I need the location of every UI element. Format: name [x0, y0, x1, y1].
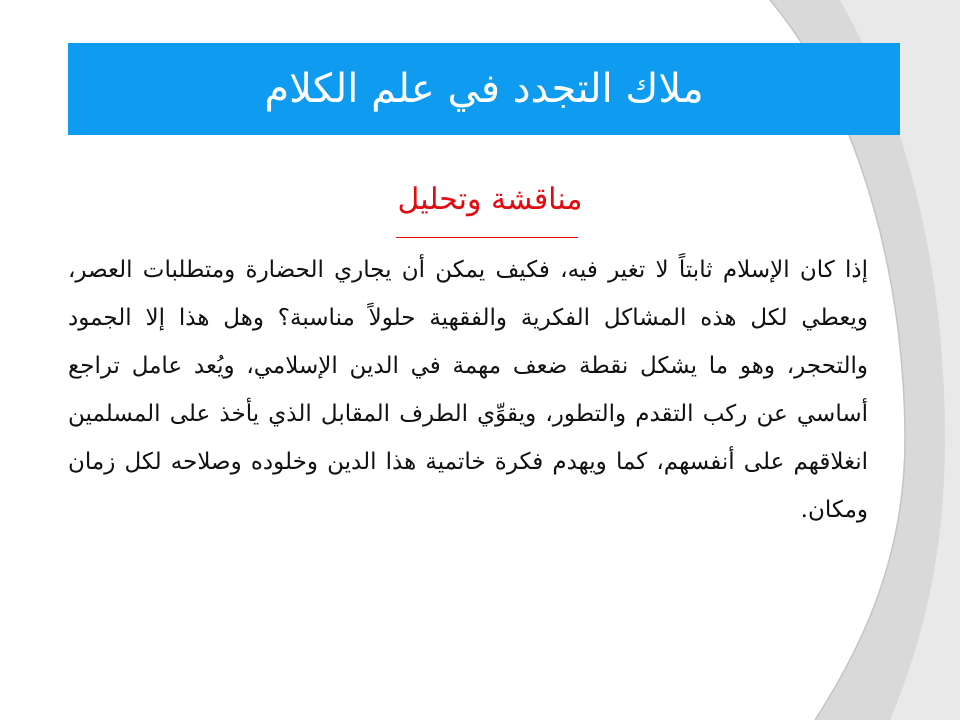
subtitle-underline [396, 237, 578, 238]
body-paragraph: إذا كان الإسلام ثابتاً لا تغير فيه، فكيف يمكن أن يجاري الحضارة ومتطلبات العصر، ويعطي لكل هذه المشاكل الفكرية والفقهية حلولاً مناسبة؟ وهل هذا إلا الجمود والتحجر، وهو ما يشكل نقطة ضعف مهمة في الدين الإسلامي، ويُعد عامل تراجع أساسي عن ركب التقدم والتطور، ويقوِّي الطرف المقابل الذي يأخذ على المسلمين انغلاقهم على أنفسهم، كما ويهدم فكرة خاتمية هذا الدين وخلوده وصلاحه لكل زمان ومكان. [68, 257, 868, 523]
slide-title: ملاك التجدد في علم الكلام [264, 66, 704, 112]
section-subtitle: مناقشة وتحليل [397, 182, 583, 217]
title-bar [68, 43, 900, 135]
